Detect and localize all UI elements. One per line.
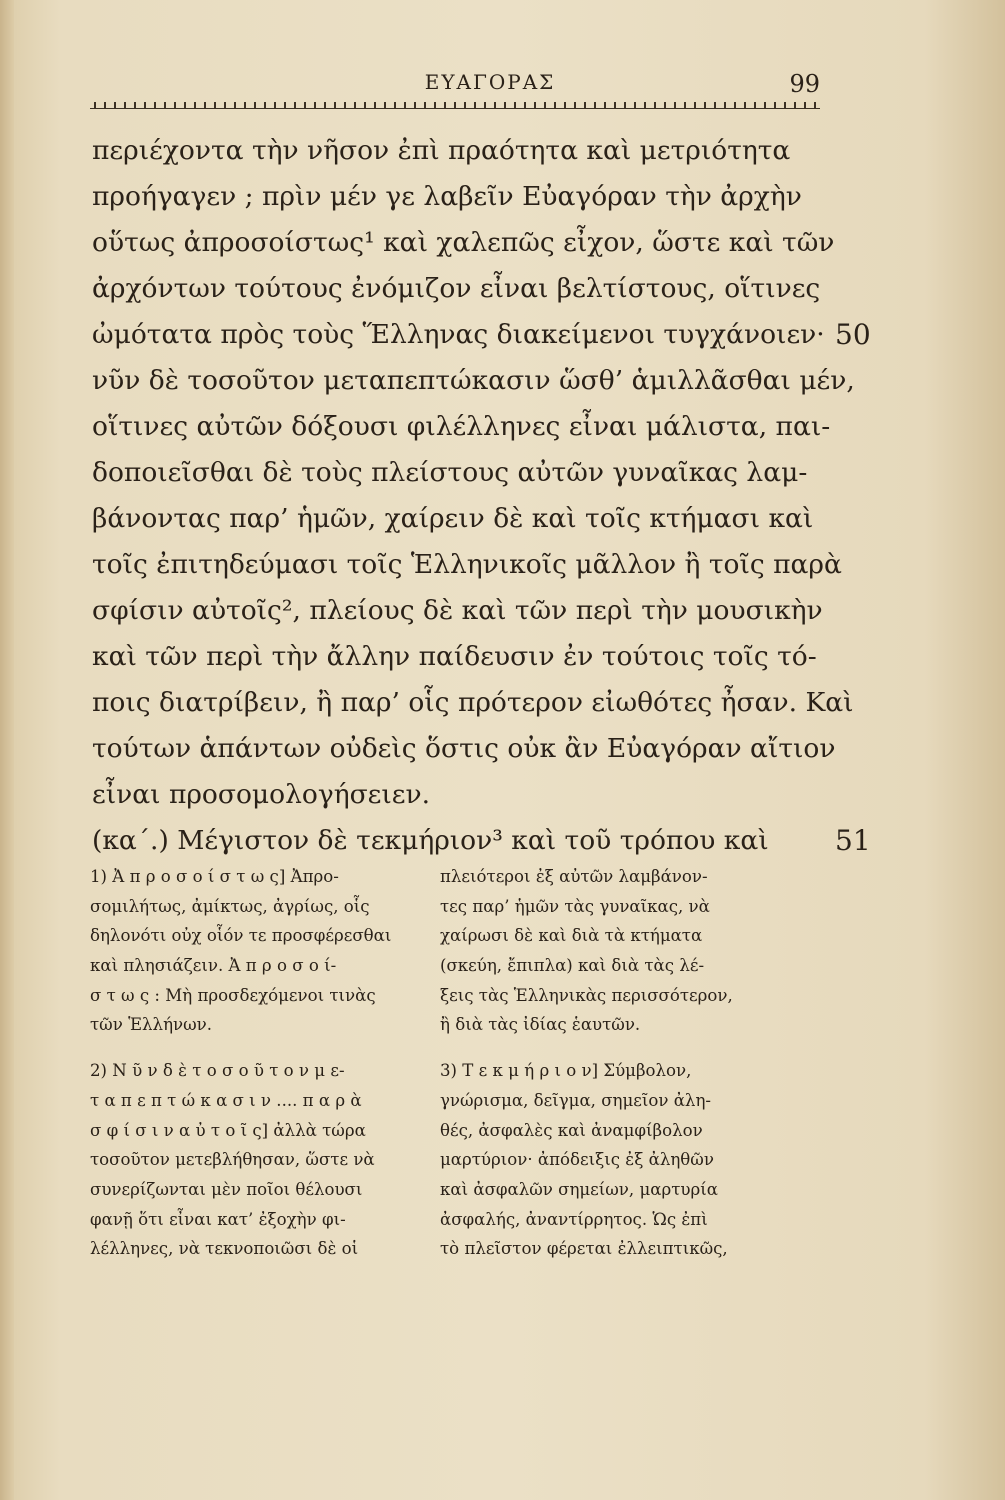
footnote-line: ἢ διὰ τὰς ἰδίας ἑαυτῶν.: [440, 1015, 641, 1035]
footnote-line: φανῇ ὅτι εἶναι κατ’ ἐξοχὴν φι-: [90, 1209, 346, 1229]
text-line: [92, 542, 842, 588]
page-header: [90, 70, 820, 110]
text-line: [92, 404, 837, 450]
footnotes: [90, 862, 830, 1442]
page-spine-shadow: [0, 0, 14, 1500]
footnote-line: θές, ἀσφαλὲς καὶ ἀναμφίβολον: [440, 1120, 703, 1140]
footnote-gap: [90, 1040, 430, 1056]
line-text: (κα΄.) Μέγιστον δὲ τεκμήριον³ καὶ τοῦ τρόπου καὶ: [92, 825, 769, 856]
line-text: νῦν δὲ τοσοῦτον μεταπεπτώκασιν ὥσθ’ ἁμιλλᾶσθαι μέν,: [92, 365, 855, 396]
text-line: [92, 266, 837, 312]
text-line: [92, 496, 837, 542]
margin-section-number: 50: [835, 318, 871, 351]
footnote-line: (σκεύη, ἔπιπλα) καὶ διὰ τὰς λέ-: [440, 956, 705, 976]
footnote-line: ἀσφαλής, ἀναντίρρητος. Ὡς ἐπὶ: [440, 1209, 708, 1229]
text-line: [92, 588, 837, 634]
footnote-line: σ τ ω ς : Μὴ προσδεχόμενοι τινὰς: [90, 985, 376, 1005]
line-text: βάνοντας παρ’ ἡμῶν, χαίρειν δὲ καὶ τοῖς κτήμασι καὶ: [92, 503, 814, 534]
footnote-line: συνερίζωνται μὲν ποῖοι θέλουσι: [90, 1179, 363, 1199]
line-text: προήγαγεν ; πρὶν μέν γε λαβεῖν Εὐαγόραν τὴν ἀρχὴν: [92, 181, 802, 212]
header-rule: [90, 102, 820, 109]
footnote-line: καὶ ἀσφαλῶν σημείων, μαρτυρία: [440, 1179, 718, 1199]
line-text: τοῖς ἐπιτηδεύμασι τοῖς Ἑλληνικοῖς μᾶλλον ἢ τοῖς παρὰ: [92, 549, 842, 580]
footnote-line: τ α π ε π τ ώ κ α σ ι ν .... π α ρ ὰ: [90, 1090, 362, 1110]
text-line: [92, 220, 837, 266]
text-line: [92, 680, 854, 726]
line-text: τούτων ἁπάντων οὐδεὶς ὅστις οὐκ ἂν Εὐαγόραν αἴτιον: [92, 733, 836, 764]
footnote-line: ξεις τὰς Ἑλληνικὰς περισσότερον,: [440, 985, 733, 1005]
line-text: ἀρχόντων τούτους ἐνόμιζον εἶναι βελτίστους, οἵτινες: [92, 273, 821, 304]
footnote-line: σ φ ί σ ι ν α ὐ τ ο ῖ ς] ἀλλὰ τώρα: [90, 1120, 366, 1140]
footnote-line: 2) Ν ῦ ν δ ὲ τ ο σ ο ῦ τ ο ν μ ε-: [90, 1061, 345, 1081]
line-text: οὕτως ἀπροσοίστως¹ καὶ χαλεπῶς εἶχον, ὥστε καὶ τῶν: [92, 227, 835, 258]
text-line: [92, 128, 837, 174]
line-text: περιέχοντα τὴν νῆσον ἐπὶ πραότητα καὶ μετριότητα: [92, 135, 791, 166]
footnote-line: χαίρωσι δὲ καὶ διὰ τὰ κτήματα: [440, 926, 703, 946]
footnote-gap: [440, 1040, 830, 1056]
footnote-line: γνώρισμα, δεῖγμα, σημεῖον ἀλη-: [440, 1090, 711, 1110]
text-line: [92, 772, 837, 818]
footnote-line: 1) Ἀ π ρ ο σ ο ί σ τ ω ς] Ἀπρο-: [90, 867, 339, 886]
line-text: ποις διατρίβειν, ἢ παρ’ οἷς πρότερον εἰωθότες ἦσαν. Καὶ: [92, 687, 854, 718]
footnotes-left-column: [90, 862, 430, 1264]
footnote-line: σομιλήτως, ἀμίκτως, ἀγρίως, οἷς: [90, 896, 370, 916]
line-text: δοποιεῖσθαι δὲ τοὺς πλείστους αὐτῶν γυναῖκας λαμ-: [92, 457, 808, 488]
line-text: οἵτινες αὐτῶν δόξουσι φιλέλληνες εἶναι μάλιστα, παι-: [92, 411, 831, 442]
running-title: ΕΥΑΓΟΡΑΣ: [424, 70, 556, 94]
footnote-line: 3) Τ ε κ μ ή ρ ι ο ν] Σύμβολον,: [440, 1061, 692, 1081]
line-text: καὶ τῶν περὶ τὴν ἄλλην παίδευσιν ἐν τούτοις τοῖς τό-: [92, 641, 817, 672]
footnote-line: τῶν Ἑλλήνων.: [90, 1015, 212, 1035]
footnote-line: τες παρ’ ἡμῶν τὰς γυναῖκας, νὰ: [440, 896, 710, 916]
footnote-line: πλειότεροι ἐξ αὐτῶν λαμβάνον-: [440, 867, 708, 886]
text-line: [92, 358, 855, 404]
text-line: [92, 450, 837, 496]
footnote-line: καὶ πλησιάζειν. Ἀ π ρ ο σ ο ί-: [90, 956, 337, 976]
text-line: [92, 312, 871, 358]
text-line: [92, 634, 837, 680]
page-number: 99: [789, 70, 820, 98]
footnote-line: μαρτύριον· ἀπόδειξις ἐξ ἀληθῶν: [440, 1150, 714, 1170]
line-text: σφίσιν αὐτοῖς², πλείους δὲ καὶ τῶν περὶ τὴν μουσικὴν: [92, 595, 823, 626]
line-text: εἶναι προσομολογήσειεν.: [92, 779, 431, 810]
text-line: [92, 818, 871, 864]
footnote-line: δηλονότι οὐχ οἷόν τε προσφέρεσθαι: [90, 926, 392, 946]
margin-section-number: 51: [835, 824, 871, 857]
text-line: [92, 726, 837, 772]
main-text: [92, 128, 871, 864]
footnote-line: τοσοῦτον μετεβλήθησαν, ὥστε νὰ: [90, 1150, 375, 1170]
footnote-line: τὸ πλεῖστον φέρεται ἐλλειπτικῶς,: [440, 1239, 728, 1259]
text-line: [92, 174, 837, 220]
line-text: ὠμότατα πρὸς τοὺς Ἕλληνας διακείμενοι τυγχάνοιεν·: [92, 319, 825, 350]
footnotes-right-column: [440, 862, 830, 1264]
footnote-line: λέλληνες, νὰ τεκνοποιῶσι δὲ οἱ: [90, 1239, 359, 1259]
